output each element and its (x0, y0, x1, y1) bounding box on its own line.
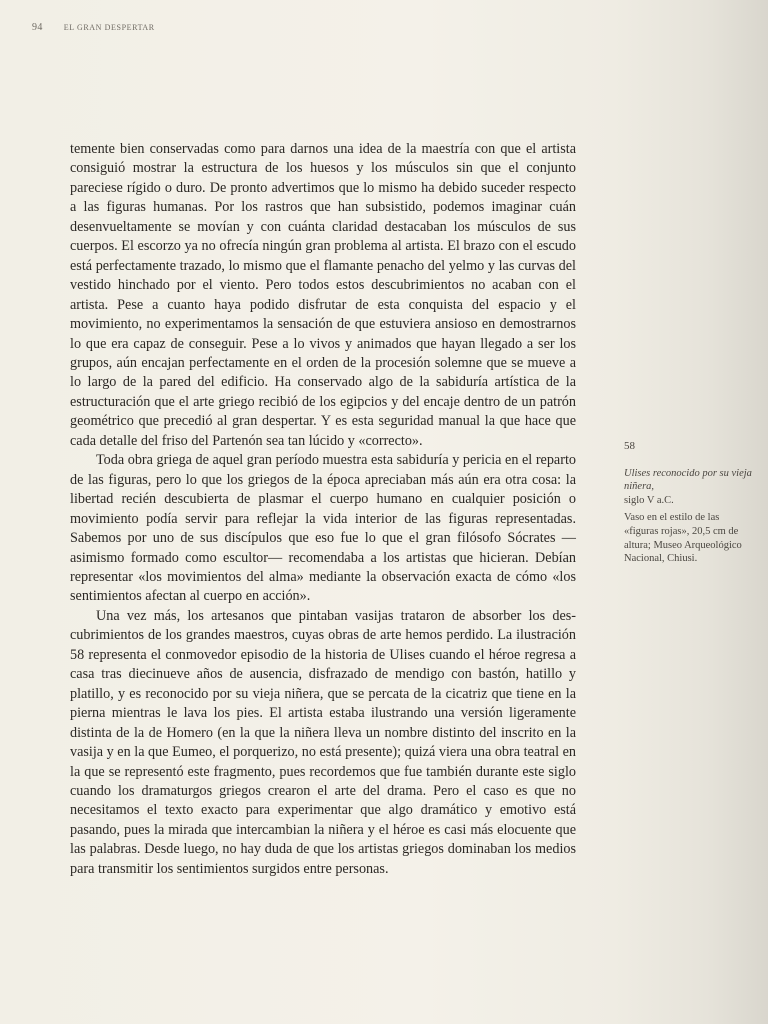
page-number: 94 (32, 22, 43, 33)
paragraph-ulises: Una vez más, los artesanos que pintaban vasijas trataron de absorber los descubrimientos de los grandes maestros, cuyas obras de arte hemos perdido. La ilustración 58 representa el conmovedor episodio de la historia de Ulises cuando el héroe regresa a casa tras diecinueve años de ausencia, disfrazado de mendigo con bastón, hatillo y platillo, y es reconocido por su vieja niñera, que se percata de la cicatriz que tiene en la pierna mientras le lava los pies. El artista estaba ilustrando una versión ligeramente distinta de la de Homero (en la que la niñera lleva un nombre distinto del inscrito en la vasija y en la que Eumeo, el porquerizo, no está presente); quizá viera una obra teatral en la que se representó este fragmento, pues recordemos que fue también durante este siglo cuando los dramaturgos griegos crearon el arte del drama. Pero el caso es que no necesitamos el texto exacto para experimentar que algo dramático y emotivo está pasando, pues la mirada que intercambian la niñera y el héroe es casi más elocuente que las palabras. Desde luego, no hay duda de que los artistas griegos dominaban los medios para transmitir los sentimientos surgidos entre personas. (70, 607, 576, 877)
figure-description: Vaso en el estilo de las «figuras rojas», 20,5 cm de altura; Museo Arqueológico Nacional, Chiusi. (624, 512, 742, 565)
figure-number: 58 (624, 440, 635, 452)
main-text-column (70, 140, 576, 879)
figure-title: Ulises reconocido por su vieja niñera, (624, 467, 752, 493)
figure-date: siglo V a.C. (624, 494, 674, 506)
figure-caption (624, 440, 752, 566)
book-title: EL GRAN DESPERTAR (63, 23, 155, 32)
paragraph-continued: temente bien conservadas como para darnos una idea de la maestría con que el artista consiguió mostrar la estructura de los huesos y los músculos sin que el conjunto pareciese rígido o duro. De pronto advertimos que lo mismo ha debido suceder respecto a las figuras humanas. Por los rastros que han subsistido, podemos imaginar cuán desenvueltamente se movían y con cuánta claridad destacaban los músculos de sus cuerpos. El escorzo ya no ofrecía ningún gran problema al artista. El brazo con el escudo está perfectamente trazado, lo mismo que el flamante penacho del yelmo y las curvas del vestido hinchado por el viento. Pero todos estos descubrimientos no acaban con el artista. Pese a cuanto haya podido disfrutar de esta conquista del espacio y el movimiento, no experimentamos la sensación de que estuviera ansioso en demostrarnos lo que era capaz de conseguir. Pese a lo vivos y animados que hayan llegado a ser los grupos, aún encajan perfectamente en el orden de la procesión solemne que se mueve a lo largo de la pared del edificio. Ha conservado algo de la sabiduría artística de la estructuración que el arte griego recibió de los egipcios y del encaje dentro de un patrón geométrico que precedió al gran despertar. Y es esta seguridad manual la que hace que cada detalle del friso del Partenón sea tan lúcido y «correcto». (70, 141, 576, 449)
paragraph-socrates: Toda obra griega de aquel gran período muestra esta sabiduría y pericia en el reparto de las figuras, pero lo que los griegos de la época apreciaban más aún era otra cosa: la libertad recién descubierta de plasmar el cuerpo humano en cualquier posición o movimiento podía servir para reflejar la vida interior de las figuras representadas. Sabemos por uno de sus discípulos que eso fue lo que el gran filósofo Sócrates —asimismo formado como escultor— recomendaba a los artistas que hicieran. Debían representar «los movimientos del alma» mediante la observación exacta de cómo «los sentimientos afectan al cuerpo en acción». (70, 452, 576, 605)
running-head (32, 22, 155, 33)
